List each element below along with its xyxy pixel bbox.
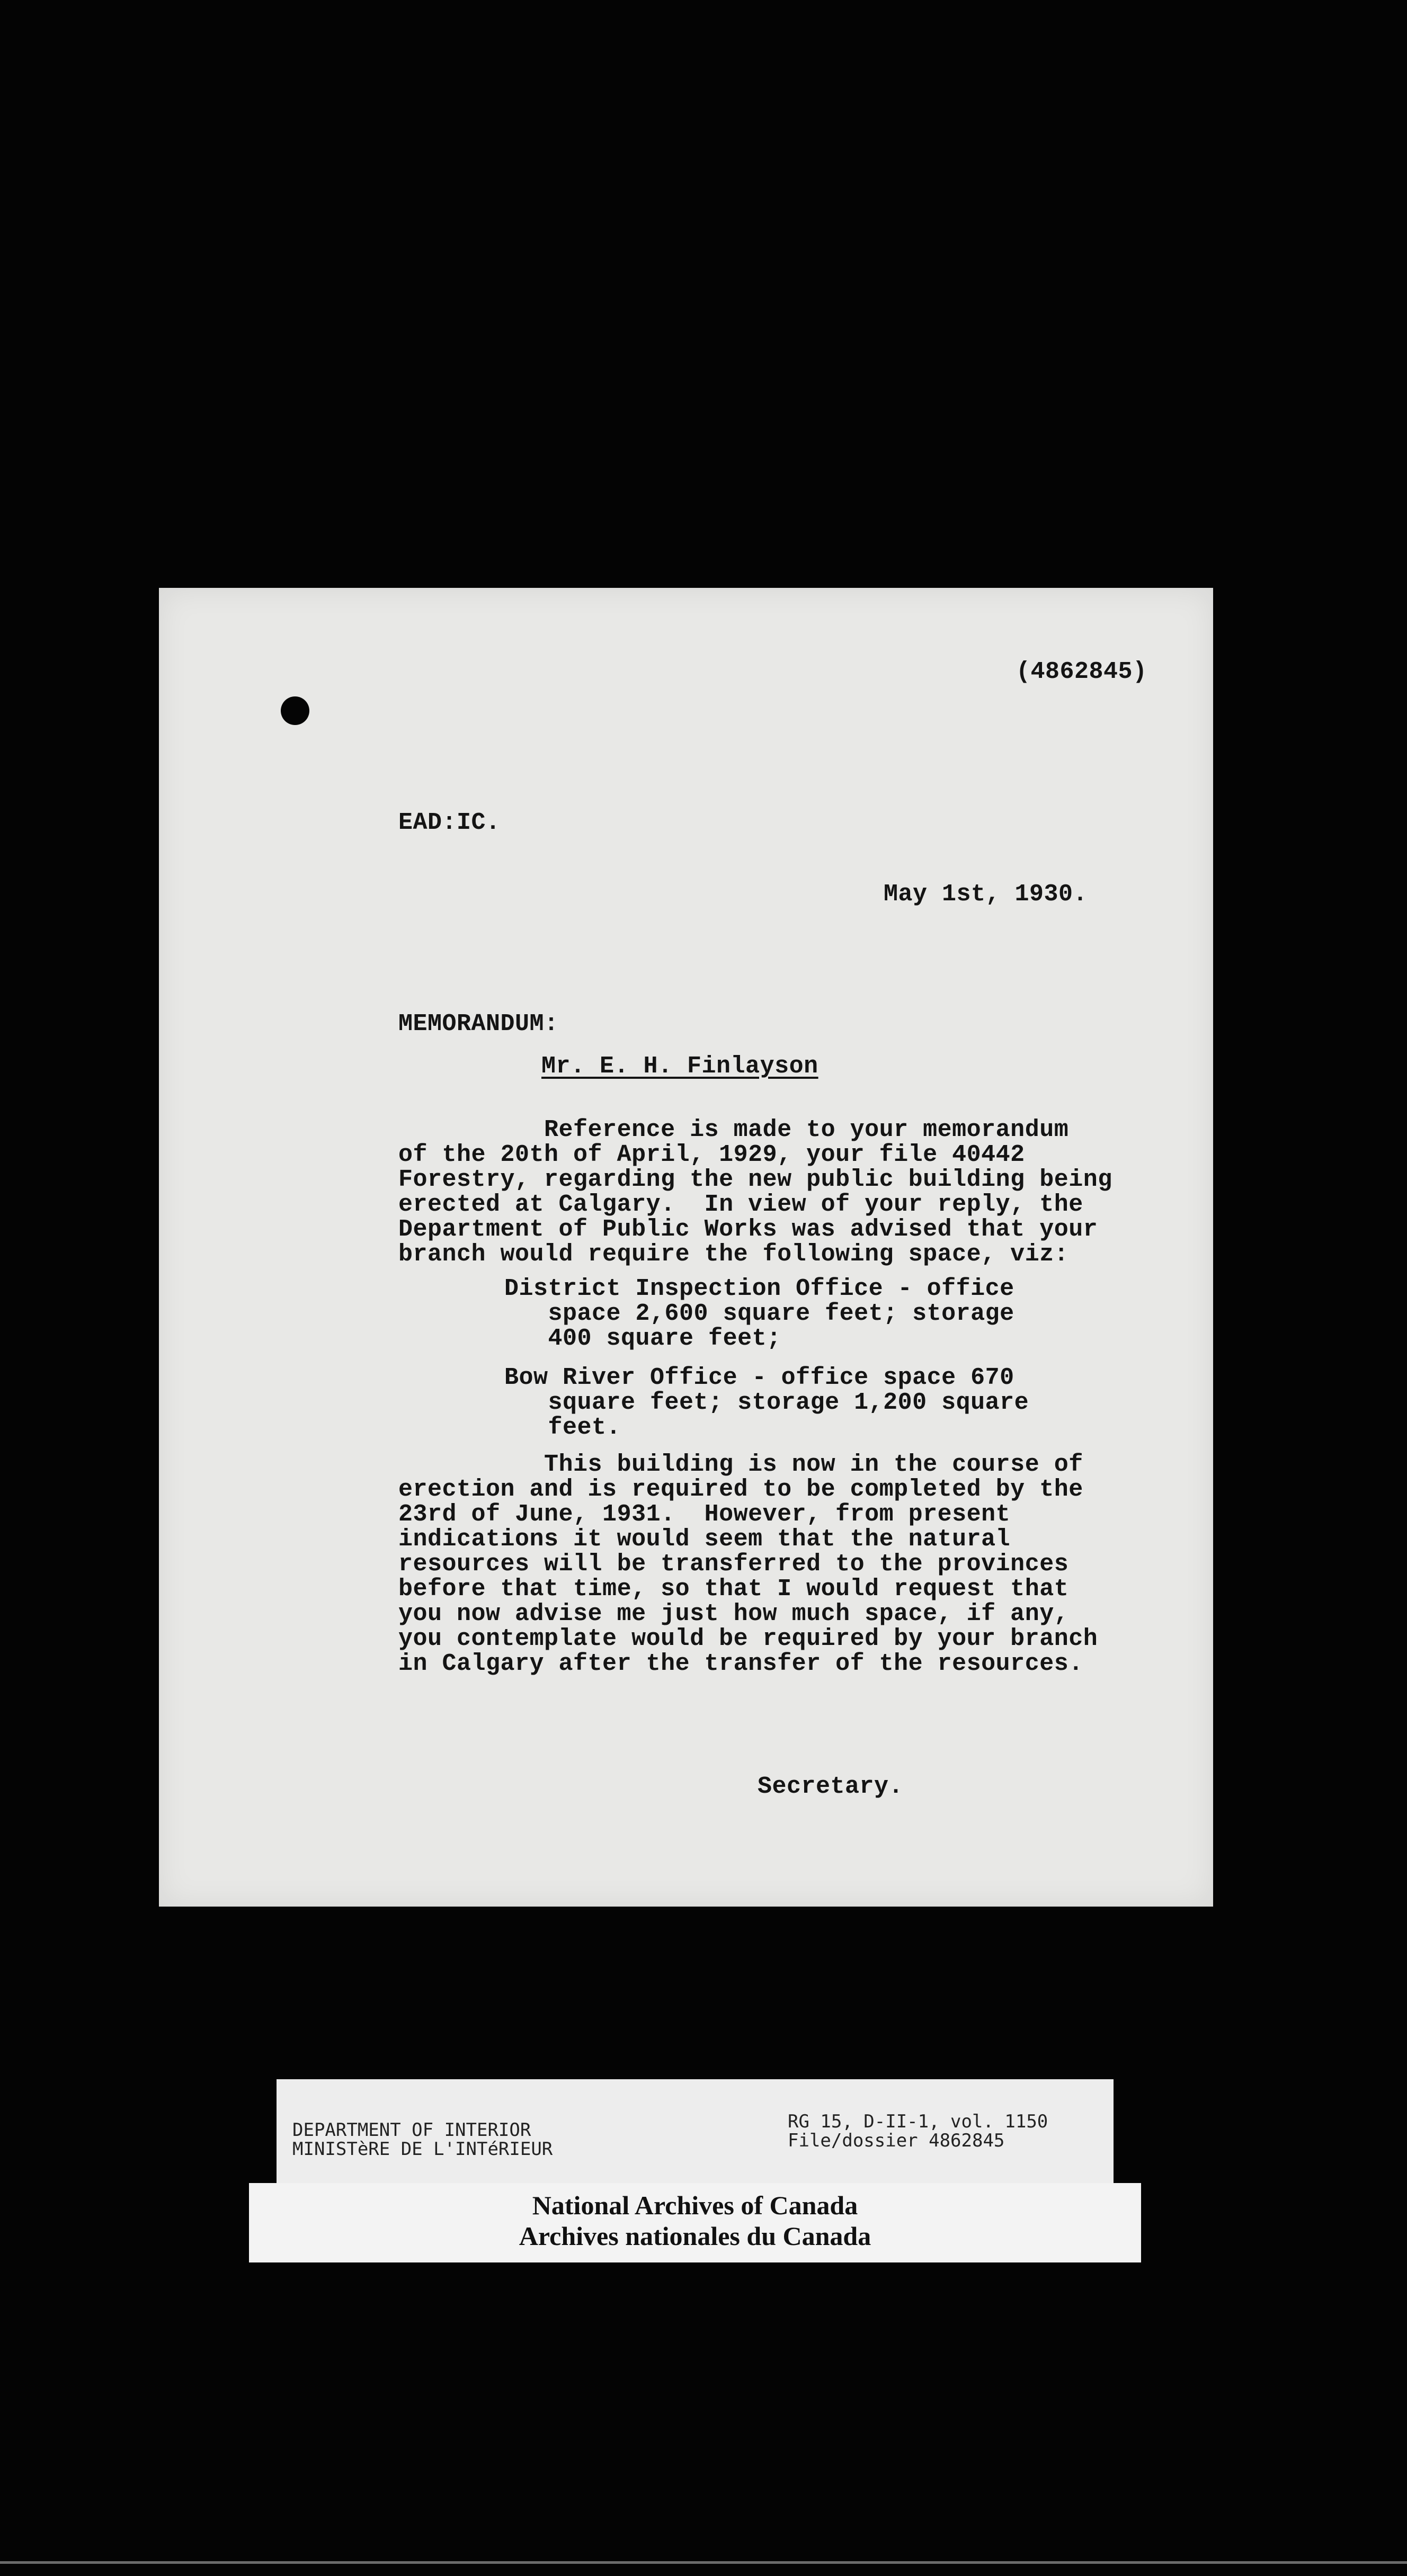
document-page	[159, 588, 1213, 1907]
archive-name-en: National Archives of Canada	[532, 2190, 858, 2220]
archive-name-fr: Archives nationales du Canada	[519, 2221, 871, 2251]
record-group-reference: RG 15, D-II-1, vol. 1150	[788, 2111, 1048, 2132]
department-name-fr: MINISTèRE DE L'INTéRIEUR	[292, 2139, 553, 2160]
source-label	[277, 2079, 1114, 2183]
department-name-en: DEPARTMENT OF INTERIOR	[292, 2119, 531, 2141]
addressee: Mr. E. H. Finlayson	[541, 1053, 818, 1080]
archive-label	[249, 2183, 1141, 2262]
reference-initials: EAD:IC.	[398, 809, 501, 836]
space-item-district-office: District Inspection Office - office space 2,600 square feet; storage 400 square feet;	[504, 1275, 1014, 1352]
memo-heading: MEMORANDUM:	[398, 1010, 559, 1037]
file-number: (4862845)	[1016, 658, 1147, 685]
space-item-bow-river-office: Bow River Office - office space 670 square feet; storage 1,200 square feet.	[504, 1364, 1029, 1441]
bottom-rule	[0, 2561, 1407, 2564]
signature: Secretary.	[758, 1773, 904, 1800]
letter-date: May 1st, 1930.	[884, 881, 1088, 908]
file-dossier-number: File/dossier 4862845	[788, 2130, 1005, 2151]
body-paragraph-1: Reference is made to your memorandum of the 20th of April, 1929, your file 40442 Forestry, regarding the new public building being erected at Calgary. In view of your reply, the Department of Public Works was advised that your branch would require the following space, viz:	[398, 1116, 1112, 1268]
body-paragraph-2: This building is now in the course of erection and is required to be completed by the 23rd of June, 1931. However, from present indications it would seem that the natural resources will be transferred to the provinces before that time, so that I would request that you now advise me just how much space, if any, you contemplate would be required by your branch in Calgary after the transfer of the resources.	[398, 1451, 1098, 1677]
punch-hole	[281, 696, 309, 725]
